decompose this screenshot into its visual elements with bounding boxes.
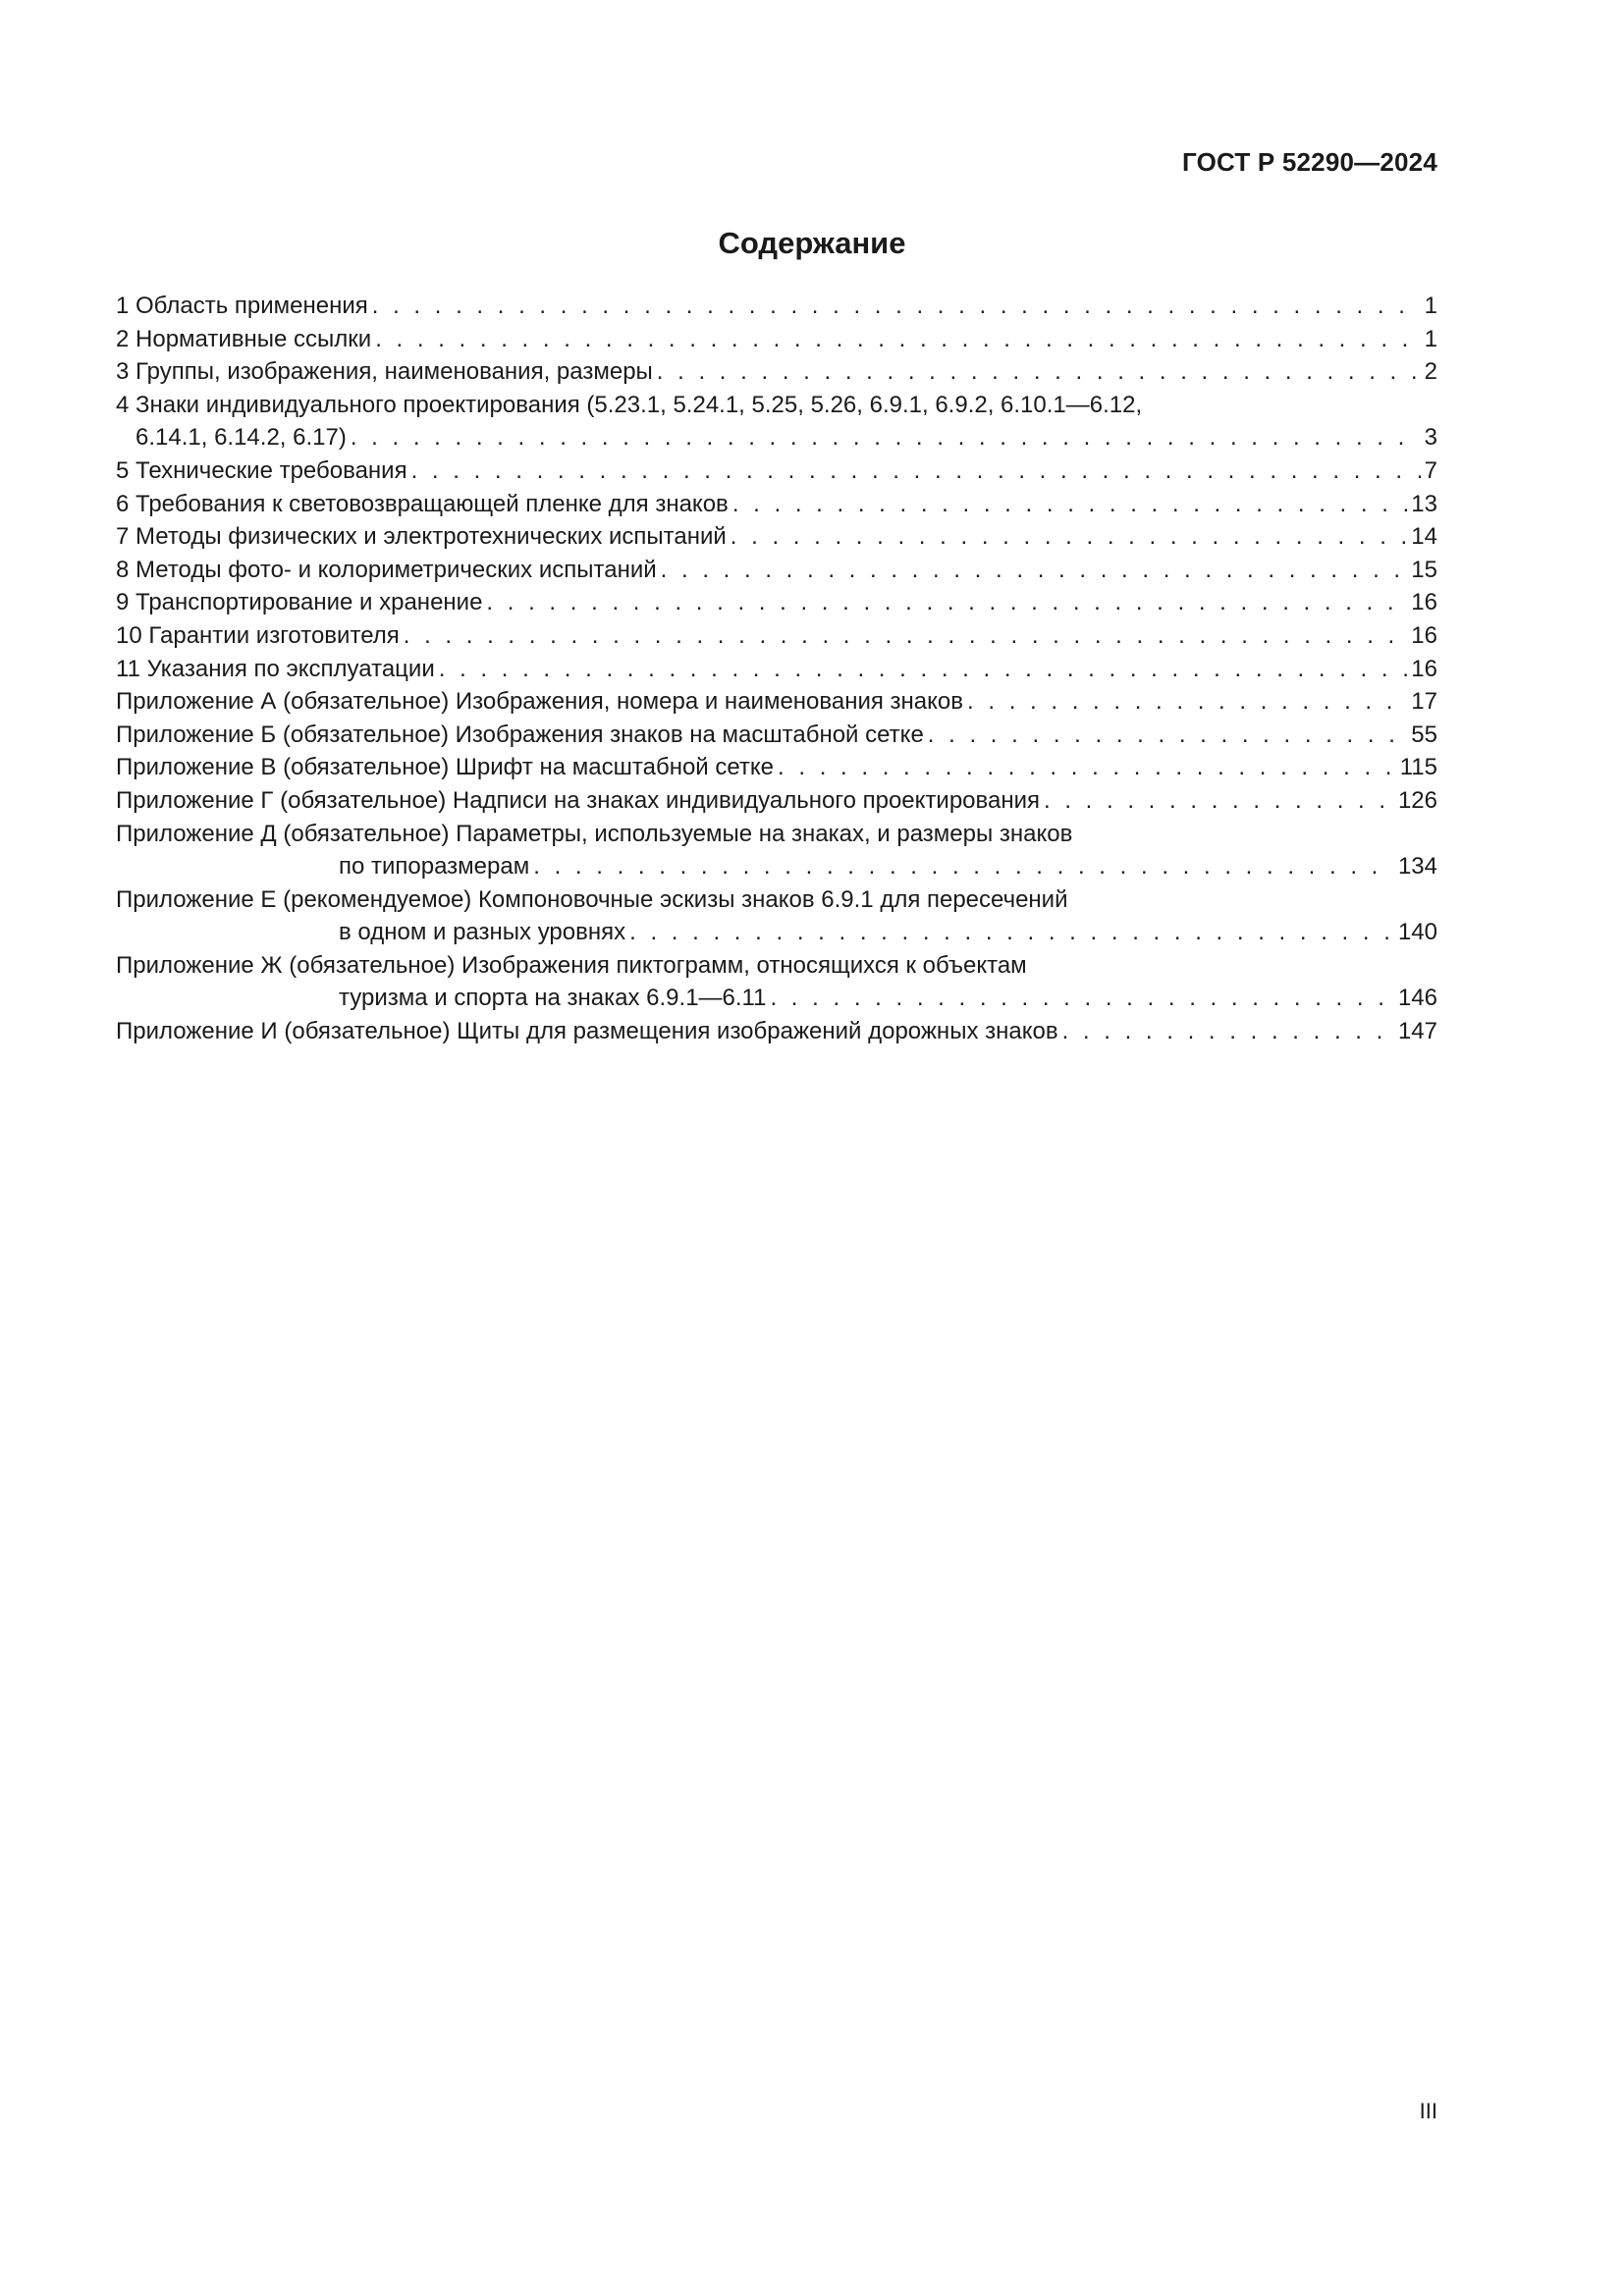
toc-entry-page: 115 xyxy=(1399,754,1437,781)
toc-entry-continuation: по типоразмерам xyxy=(339,853,530,881)
toc-entry-page: 7 xyxy=(1424,456,1437,484)
toc-entry-title: Приложение В (обязательное) Шрифт на масштабной сетке xyxy=(116,754,775,781)
toc-entry-page: 146 xyxy=(1397,985,1437,1012)
toc-entry-page: 16 xyxy=(1411,589,1437,616)
toc-entry[interactable] xyxy=(116,949,1437,1015)
toc-entry[interactable] xyxy=(116,751,1437,784)
dot-leader xyxy=(1062,1015,1394,1048)
toc-entry-page: 126 xyxy=(1397,786,1437,814)
dot-leader xyxy=(778,751,1396,784)
dot-leader xyxy=(967,685,1407,719)
toc-entry-page: 55 xyxy=(1411,721,1437,748)
toc-entry-title: 1 Область применения xyxy=(116,293,368,319)
toc-entry[interactable] xyxy=(116,323,1437,356)
toc-entry[interactable] xyxy=(116,883,1437,949)
dot-leader xyxy=(732,488,1407,521)
dot-leader xyxy=(351,421,1421,454)
dot-leader xyxy=(770,982,1393,1015)
dot-leader xyxy=(657,355,1421,389)
toc-entry-page: 15 xyxy=(1411,556,1437,583)
dot-leader xyxy=(731,520,1408,554)
toc-entry-page: 16 xyxy=(1411,655,1437,682)
toc-entry-page: 14 xyxy=(1411,523,1437,551)
toc-entry[interactable] xyxy=(116,619,1437,653)
table-of-contents xyxy=(116,290,1437,1048)
toc-entry[interactable] xyxy=(116,389,1437,454)
toc-entry[interactable] xyxy=(116,719,1437,752)
toc-entry-page: 1 xyxy=(1424,293,1437,319)
toc-entry-title: 8 Методы фото- и колориметрических испытаний xyxy=(116,556,657,583)
toc-entry-title: Приложение Б (обязательное) Изображения знаков на масштабной сетке xyxy=(116,721,924,748)
toc-entry-title: Приложение И (обязательное) Щиты для размещения изображений дорожных знаков xyxy=(116,1018,1058,1045)
dot-leader xyxy=(629,916,1394,949)
document-code: ГОСТ Р 52290—2024 xyxy=(1182,147,1437,177)
toc-entry[interactable] xyxy=(116,586,1437,619)
toc-entry[interactable] xyxy=(116,355,1437,389)
dot-leader xyxy=(1044,784,1394,818)
toc-entry-title: 4 Знаки индивидуального проектирования (5.23.1, 5.24.1, 5.25, 5.26, 6.9.1, 6.9.2, 6.10.1—6.12, xyxy=(116,391,1143,418)
toc-entry-page: 13 xyxy=(1411,490,1437,517)
toc-entry-page: 134 xyxy=(1397,853,1437,881)
toc-entry-continuation: туризма и спорта на знаках 6.9.1—6.11 xyxy=(339,985,767,1012)
toc-entry-title: 2 Нормативные ссылки xyxy=(116,325,372,352)
toc-entry-title: 9 Транспортирование и хранение xyxy=(116,589,483,616)
toc-entry[interactable] xyxy=(116,488,1437,521)
toc-entry-title: Приложение Г (обязательное) Надписи на знаках индивидуального проектирования xyxy=(116,786,1040,814)
toc-entry[interactable] xyxy=(116,454,1437,488)
dot-leader xyxy=(928,719,1408,752)
page-number: III xyxy=(1419,2099,1437,2123)
dot-leader xyxy=(661,554,1408,587)
toc-entry-title: 7 Методы физических и электротехнических испытаний xyxy=(116,523,727,551)
toc-entry-page: 17 xyxy=(1411,688,1437,716)
toc-entry[interactable] xyxy=(116,1015,1437,1048)
toc-entry-title: Приложение А (обязательное) Изображения, номера и наименования знаков xyxy=(116,688,964,716)
dot-leader xyxy=(372,290,1421,323)
toc-entry[interactable] xyxy=(116,685,1437,719)
dot-leader xyxy=(533,850,1394,883)
toc-entry-title: Приложение Д (обязательное) Параметры, используемые на знаках, и размеры знаков xyxy=(116,820,1073,847)
toc-entry[interactable] xyxy=(116,653,1437,686)
toc-entry[interactable] xyxy=(116,520,1437,554)
toc-entry-page: 140 xyxy=(1397,919,1437,946)
toc-entry-title: 5 Технические требования xyxy=(116,456,407,484)
toc-entry-title: Приложение Е (рекомендуемое) Компоновочные эскизы знаков 6.9.1 для пересечений xyxy=(116,885,1068,913)
toc-entry-page: 147 xyxy=(1397,1018,1437,1045)
dot-leader xyxy=(375,323,1420,356)
toc-title: Содержание xyxy=(718,226,906,260)
dot-leader xyxy=(411,454,1421,488)
toc-entry-page: 3 xyxy=(1424,424,1437,452)
toc-entry-title: 3 Группы, изображения, наименования, размеры xyxy=(116,358,653,386)
toc-entry-page: 1 xyxy=(1424,325,1437,352)
dot-leader xyxy=(439,653,1408,686)
dot-leader xyxy=(486,586,1407,619)
toc-entry-title: 11 Указания по эксплуатации xyxy=(116,655,435,682)
toc-entry-page: 2 xyxy=(1424,358,1437,386)
toc-entry[interactable] xyxy=(116,290,1437,323)
toc-entry-title: 6 Требования к световозвращающей пленке для знаков xyxy=(116,490,729,517)
toc-entry-continuation: 6.14.1, 6.14.2, 6.17) xyxy=(135,424,347,452)
toc-entry-continuation: в одном и разных уровнях xyxy=(339,919,626,946)
toc-entry-title: Приложение Ж (обязательное) Изображения пиктограмм, относящихся к объектам xyxy=(116,951,1027,979)
toc-entry[interactable] xyxy=(116,818,1437,883)
toc-entry-title: 10 Гарантии изготовителя xyxy=(116,621,400,649)
toc-entry[interactable] xyxy=(116,554,1437,587)
dot-leader xyxy=(404,619,1408,653)
toc-entry[interactable] xyxy=(116,784,1437,818)
toc-entry-page: 16 xyxy=(1411,621,1437,649)
